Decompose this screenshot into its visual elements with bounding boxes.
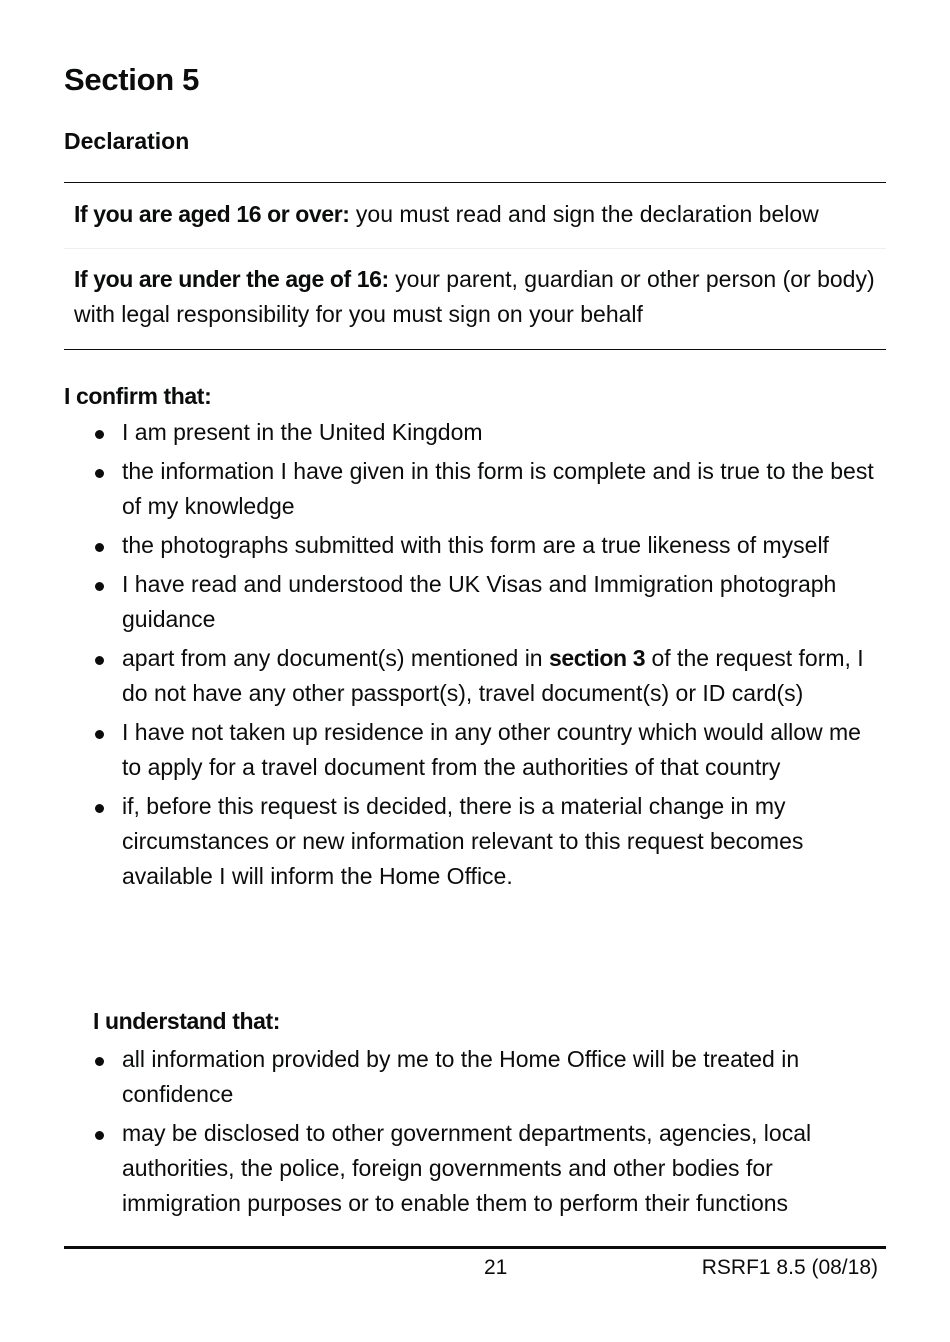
eligibility-under-16: [64, 249, 886, 349]
section-reference: section 3: [548, 645, 646, 671]
list-item: all information provided by me to the Home Office will be treated in confidence: [64, 1042, 886, 1112]
confirm-list: [64, 415, 886, 898]
eligibility-over-16: [64, 183, 886, 249]
footer-divider: [64, 1246, 886, 1249]
list-item-text: of the request form, I do not have any other passport(s), travel document(s) or ID card(s): [122, 645, 864, 706]
list-item: the photographs submitted with this form are a true likeness of myself: [64, 528, 886, 563]
eligibility-under-16-text: your parent, guardian or other person (or body) with legal responsibility for you must sign on your behalf: [74, 266, 875, 327]
list-item: may be disclosed to other government departments, agencies, local authorities, the police, foreign governments and other bodies for immigration purposes or to enable them to perform their functions: [64, 1116, 886, 1221]
list-item: if, before this request is decided, there is a material change in my circumstances or new information relevant to this request becomes available I will inform the Home Office.: [64, 789, 886, 894]
eligibility-under-16-label: If you are under the age of 16:: [74, 266, 389, 292]
list-item: I am present in the United Kingdom: [64, 415, 886, 450]
understand-list: [64, 1042, 886, 1225]
eligibility-box: [64, 182, 886, 350]
list-item: I have not taken up residence in any other country which would allow me to apply for a travel document from the authorities of that country: [64, 715, 886, 785]
section-title: Section 5: [64, 62, 200, 97]
section-subtitle: Declaration: [64, 128, 190, 154]
list-item-text: apart from any document(s) mentioned in: [122, 645, 549, 671]
form-reference: RSRF1 8.5 (08/18): [701, 1256, 878, 1279]
list-item: I have read and understood the UK Visas and Immigration photograph guidance: [64, 567, 886, 637]
eligibility-over-16-label: If you are aged 16 or over:: [74, 201, 350, 227]
understand-heading: I understand that:: [93, 1008, 281, 1034]
list-item: [64, 641, 886, 711]
list-item: the information I have given in this form is complete and is true to the best of my knowledge: [64, 454, 886, 524]
confirm-heading: I confirm that:: [64, 383, 212, 409]
page-number: 21: [484, 1256, 508, 1279]
eligibility-over-16-text: you must read and sign the declaration below: [349, 201, 819, 227]
